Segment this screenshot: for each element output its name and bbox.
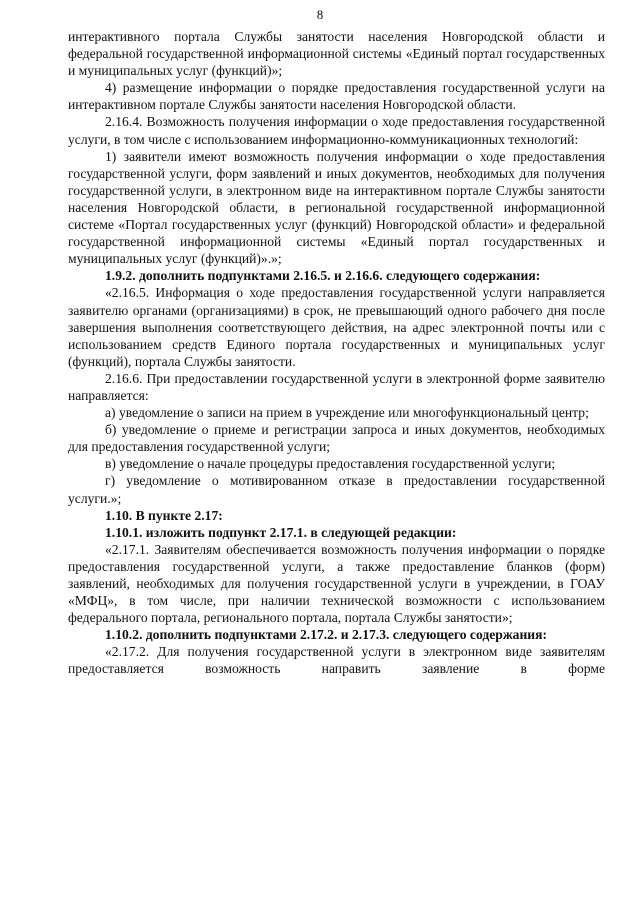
paragraph: б) уведомление о приеме и регистрации запроса и иных документов, необходимых для предоставления государственной услуги; <box>68 422 605 455</box>
document-body <box>68 28 605 678</box>
section-heading: 1.10.2. дополнить подпунктами 2.17.2. и 2.17.3. следующего содержания: <box>105 627 548 643</box>
paragraph: «2.17.2. Для получения государственной услуги в электронном виде заявителям предоставляется возможность направить заявление в форме <box>68 644 605 677</box>
paragraph: 1) заявители имеют возможность получения информации о ходе предоставления государственной услуги, форм заявлений и иных документов, необходимых для получения государственной услуги, в электронном виде на интерактивном портале Службы занятости населения Новгородской области, в региональной государственной информационной системе «Портал государственных услуг (функций) Новгородской области» и федеральной государственной информационной системы «Единый портал государственных и муниципальных услуг (функций)».»; <box>68 148 605 267</box>
paragraph: 4) размещение информации о порядке предоставления государственной услуги на интерактивном портале Службы занятости населения Новгородской области. <box>68 80 605 113</box>
paragraph: в) уведомление о начале процедуры предоставления государственной услуги; <box>105 456 556 472</box>
paragraph: 2.16.6. При предоставлении государственной услуги в электронной форме заявителю направляется: <box>68 370 605 403</box>
paragraph: г) уведомление о мотивированном отказе в предоставлении государственной услуги.»; <box>68 473 605 506</box>
paragraph: интерактивного портала Службы занятости населения Новгородской области и федеральной государственной информационной системы «Единый портал государственных и муниципальных услуг (функций)»; <box>68 29 605 79</box>
paragraph: а) уведомление о записи на прием в учреждение или многофункциональный центр; <box>105 405 589 421</box>
paragraph: «2.17.1. Заявителям обеспечивается возможность получения информации о порядке предоставления государственной услуги, а также предоставление бланков (форм) заявлений, необходимых для получения государственной услуги в учреждении, в ГОАУ «МФЦ», в том числе, при наличии технической возможности с использованием федерального портала, регионального портала, портала Службы занятости»; <box>68 541 605 626</box>
section-heading: 1.9.2. дополнить подпунктами 2.16.5. и 2.16.6. следующего содержания: <box>105 268 541 284</box>
paragraph: 2.16.4. Возможность получения информации о ходе предоставления государственной услуги, в том числе с использованием информационно-коммуникационных технологий: <box>68 114 605 147</box>
section-heading: 1.10.1. изложить подпункт 2.17.1. в следующей редакции: <box>105 524 457 540</box>
section-heading: 1.10. В пункте 2.17: <box>105 507 223 523</box>
page-number: 8 <box>316 7 324 22</box>
paragraph: «2.16.5. Информация о ходе предоставления государственной услуги направляется заявителю органами (организациями) в срок, не превышающий одного рабочего дня после завершения выполнения соответствующего действия, на адрес электронной почты или с использованием средств Единого портала государственных и муниципальных услуг (функций), портала Службы занятости. <box>68 285 605 369</box>
